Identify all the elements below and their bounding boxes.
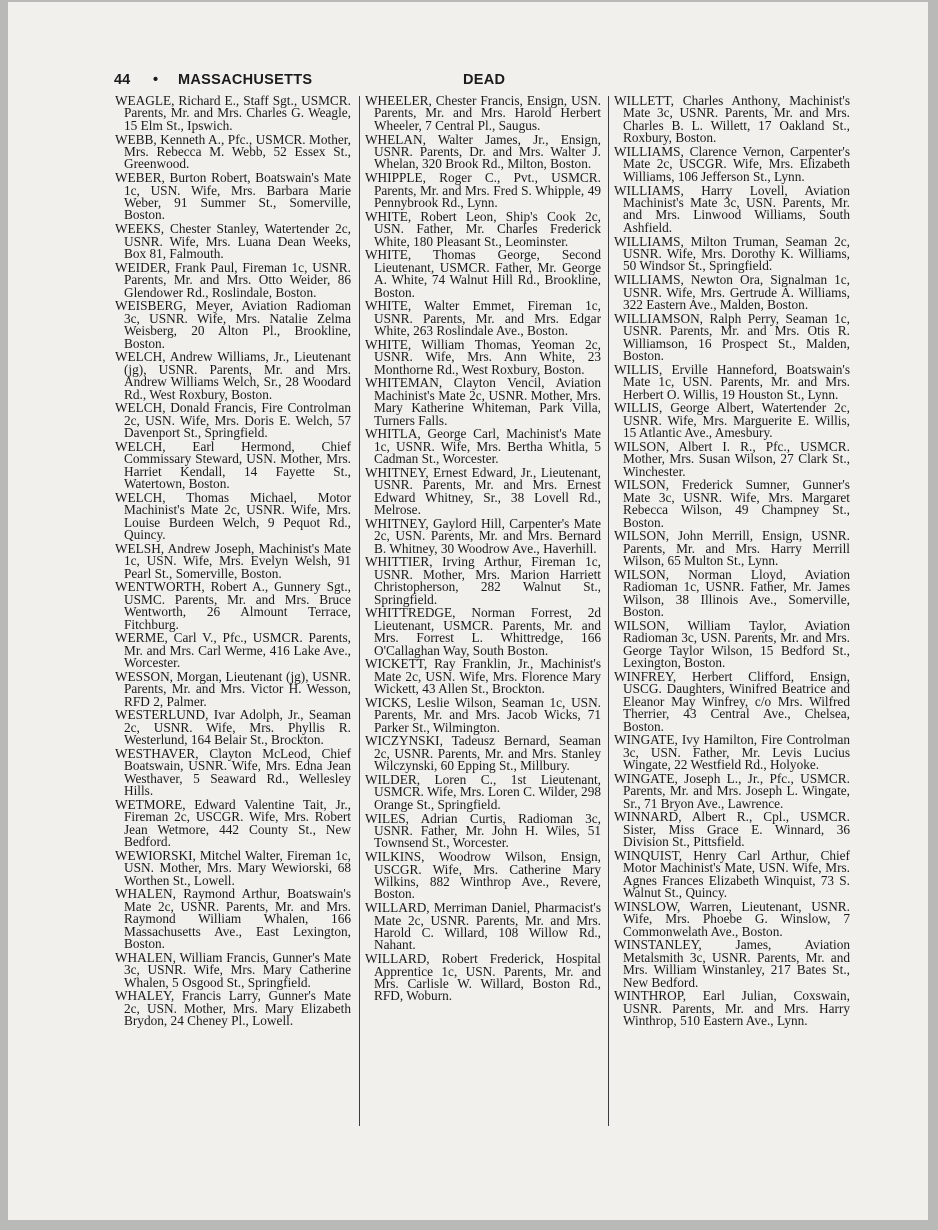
casualty-entry: WERME, Carl V., Pfc., USMCR. Parents, Mr. and Mrs. Carl Werme, 416 Lake Ave., Worcester. bbox=[115, 630, 351, 671]
casualty-entry: WINSTANLEY, James, Aviation Metalsmith 3c, USNR. Parents, Mr. and Mrs. William Winstanley, 217 Bates St., New Bedford. bbox=[614, 937, 850, 990]
casualty-entry: WICKS, Leslie Wilson, Seaman 1c, USN. Parents, Mr. and Mrs. Jacob Wicks, 71 Parker St., Wilmington. bbox=[365, 694, 601, 735]
casualty-entry: WILDER, Loren C., 1st Lieutenant, USMCR. Wife, Mrs. Loren C. Wilder, 298 Orange St., Springfield. bbox=[365, 772, 601, 812]
casualty-entry: WHITEMAN, Clayton Vencil, Aviation Machinist's Mate 2c, USNR. Mother, Mrs. Mary Katherine Whiteman, Park Villa, Turners Falls. bbox=[365, 375, 601, 428]
casualty-entry: WHALEN, Raymond Arthur, Boatswain's Mate 2c, USNR. Parents, Mr. and Mrs. Raymond William Whalen, 166 Massachusetts Ave., East Lexington, Boston. bbox=[115, 886, 351, 952]
casualty-entry: WILLETT, Charles Anthony, Machinist's Mate 3c, USNR. Parents, Mr. and Mrs. Charles B. L. Willett, 17 Oakland St., Roxbury, Boston. bbox=[614, 93, 850, 146]
casualty-entry: WELSH, Andrew Joseph, Machinist's Mate 1c, USN. Wife, Mrs. Evelyn Welsh, 91 Pearl St., Somerville, Boston. bbox=[115, 540, 351, 581]
casualty-entry: WHEELER, Chester Francis, Ensign, USN. Parents, Mr. and Mrs. Harold Herbert Wheeler, 7 Central Pl., Saugus. bbox=[365, 93, 601, 133]
casualty-entry: WILSON, Norman Lloyd, Aviation Radioman 1c, USNR. Father, Mr. James Wilson, 38 Illinois Ave., Somerville, Boston. bbox=[614, 566, 850, 620]
casualty-entry: WEBB, Kenneth A., Pfc., USMCR. Mother, Mrs. Rebecca M. Webb, 52 Essex St., Greenwood. bbox=[115, 131, 351, 172]
casualty-entry: WICKETT, Ray Franklin, Jr., Machinist's Mate 2c, USN. Wife, Mrs. Florence Mary Wickett, 43 Allen St., Brockton. bbox=[365, 656, 601, 697]
casualty-entry: WESSON, Morgan, Lieutenant (jg), USNR. Parents, Mr. and Mrs. Victor H. Wesson, RFD 2, Palmer. bbox=[115, 668, 351, 709]
casualty-entry: WHITNEY, Gaylord Hill, Carpenter's Mate 2c, USN. Parents, Mr. and Mrs. Bernard B. Whitney, 30 Woodrow Ave., Haverhill. bbox=[365, 515, 601, 556]
casualty-entry: WILKINS, Woodrow Wilson, Ensign, USCGR. Wife, Mrs. Catherine Mary Wilkins, 882 Winthrop Ave., Revere, Boston. bbox=[365, 849, 601, 902]
casualty-entry: WILLARD, Merriman Daniel, Pharmacist's Mate 2c, USNR. Parents, Mr. and Mrs. Harold C. Willard, 108 Willow Rd., Nahant. bbox=[365, 900, 601, 953]
casualty-entry: WHIPPLE, Roger C., Pvt., USMCR. Parents, Mr. and Mrs. Fred S. Whipple, 49 Pennybrook Rd., Lynn. bbox=[365, 170, 601, 210]
casualty-entry: WELCH, Earl Hermond, Chief Commissary Steward, USN. Mother, Mrs. Harriet Kendall, 14 Fayette St., Watertown, Boston. bbox=[115, 438, 351, 492]
casualty-entry: WHALEY, Francis Larry, Gunner's Mate 2c, USN. Mother, Mrs. Mary Elizabeth Brydon, 24 Cheney Pl., Lowell. bbox=[115, 988, 351, 1029]
column-divider bbox=[359, 96, 360, 1126]
casualty-entry: WHALEN, William Francis, Gunner's Mate 3c, USNR. Wife, Mrs. Mary Catherine Whalen, 5 Osgood St., Springfield. bbox=[115, 949, 351, 990]
bullet-icon: • bbox=[153, 72, 159, 88]
section-heading: DEAD bbox=[463, 72, 506, 88]
casualty-entry: WINNARD, Albert R., Cpl., USMCR. Sister, Miss Grace E. Winnard, 36 Division St., Pittsfield. bbox=[614, 809, 850, 850]
casualty-entry: WESTHAVER, Clayton McLeod, Chief Boatswain, USNR. Wife, Mrs. Edna Jean Westhaver, 5 Seaward Rd., Wellesley Hills. bbox=[115, 745, 351, 799]
state-heading: MASSACHUSETTS bbox=[178, 72, 313, 88]
casualty-entry: WENTWORTH, Robert A., Gunnery Sgt., USMC. Parents, Mr. and Mrs. Bruce Wentworth, 26 Almount Terrace, Fitchburg. bbox=[115, 579, 351, 632]
casualty-entry: WILLARD, Robert Frederick, Hospital Apprentice 1c, USN. Parents, Mr. and Mrs. Carlisle W. Willard, Boston Rd., RFD, Woburn. bbox=[365, 951, 601, 1004]
casualty-entry: WHITE, Thomas George, Second Lieutenant, USMCR. Father, Mr. George A. White, 74 Walnut Hill Rd., Brookline, Boston. bbox=[365, 247, 601, 300]
casualty-entry: WILSON, William Taylor, Aviation Radioman 3c, USN. Parents, Mr. and Mrs. George Taylor Wilson, 15 Bedford St., Lexington, Boston. bbox=[614, 617, 850, 671]
casualty-entry: WHELAN, Walter James, Jr., Ensign, USNR. Parents, Dr. and Mrs. Walter J. Whelan, 320 Brook Rd., Milton, Boston. bbox=[365, 131, 601, 172]
casualty-entry: WHITE, Walter Emmet, Fireman 1c, USNR. Parents, Mr. and Mrs. Edgar White, 263 Roslindale Ave., Boston. bbox=[365, 298, 601, 339]
casualty-entry: WILLIAMS, Clarence Vernon, Carpenter's Mate 2c, USCGR. Wife, Mrs. Elizabeth Williams, 106 Jefferson St., Lynn. bbox=[614, 144, 850, 184]
casualty-entry: WHITE, William Thomas, Yeoman 2c, USNR. Wife, Mrs. Ann White, 23 Monthorne Rd., West Roxbury, Boston. bbox=[365, 336, 601, 377]
casualty-entry: WILSON, John Merrill, Ensign, USNR. Parents, Mr. and Mrs. Harry Merrill Wilson, 65 Multon St., Lynn. bbox=[614, 528, 850, 569]
casualty-entry: WILLIAMS, Milton Truman, Seaman 2c, USNR. Wife, Mrs. Dorothy K. Williams, 50 Windsor St., Springfield. bbox=[614, 233, 850, 274]
casualty-entry: WILSON, Frederick Sumner, Gunner's Mate 3c, USNR. Wife, Mrs. Margaret Rebecca Wilson, 49 Champney St., Boston. bbox=[614, 477, 850, 530]
casualty-entry: WILLIAMS, Newton Ora, Signalman 1c, USNR. Wife, Mrs. Gertrude A. Williams, 322 Eastern Ave., Malden, Boston. bbox=[614, 272, 850, 312]
casualty-entry: WESTERLUND, Ivar Adolph, Jr., Seaman 2c, USNR. Wife, Mrs. Phyllis R. Westerlund, 164 Belair St., Brockton. bbox=[115, 707, 351, 748]
page-number: 44 bbox=[114, 72, 131, 88]
casualty-entry: WILES, Adrian Curtis, Radioman 3c, USNR. Father, Mr. John H. Wiles, 51 Townsend St., Worcester. bbox=[365, 810, 601, 851]
casualty-entry: WILLIAMSON, Ralph Perry, Seaman 1c, USNR. Parents, Mr. and Mrs. Otis R. Williamson, 16 Prospect St., Malden, Boston. bbox=[614, 310, 850, 363]
casualty-entry: WEIDER, Frank Paul, Fireman 1c, USNR. Parents, Mr. and Mrs. Otto Weider, 86 Glendower Rd., Roslindale, Boston. bbox=[115, 259, 351, 300]
casualty-entry: WHITE, Robert Leon, Ship's Cook 2c, USN. Father, Mr. Charles Frederick White, 180 Pleasant St., Leominster. bbox=[365, 208, 601, 249]
casualty-entry: WILSON, Albert I. R., Pfc., USMCR. Mother, Mrs. Susan Wilson, 27 Clark St., Winchester. bbox=[614, 438, 850, 479]
casualty-entry: WICZYNSKI, Tadeusz Bernard, Seaman 2c, USNR. Parents, Mr. and Mrs. Stanley Wilczynski, 60 Epping St., Millbury. bbox=[365, 733, 601, 774]
casualty-entry: WILLIS, George Albert, Watertender 2c, USNR. Wife, Mrs. Marguerite E. Willis, 15 Atlantic Ave., Amesbury. bbox=[614, 400, 850, 441]
casualty-entry: WINGATE, Joseph L., Jr., Pfc., USMCR. Parents, Mr. and Mrs. Joseph L. Wingate, Sr., 71 Bryon Ave., Lawrence. bbox=[614, 770, 850, 811]
column-3 bbox=[614, 95, 850, 1029]
casualty-entry: WEAGLE, Richard E., Staff Sgt., USMCR. Parents, Mr. and Mrs. Charles G. Weagle, 15 Elm St., Ipswich. bbox=[115, 93, 351, 133]
casualty-entry: WELCH, Andrew Williams, Jr., Lieutenant (jg), USNR. Parents, Mr. and Mrs. Andrew Williams Welch, Sr., 28 Woodard Rd., West Roxbury, Boston. bbox=[115, 349, 351, 402]
casualty-entry: WHITLA, George Carl, Machinist's Mate 1c, USNR. Wife, Mrs. Bertha Whitla, 5 Cadman St., Worcester. bbox=[365, 426, 601, 467]
casualty-entry: WEISBERG, Meyer, Aviation Radioman 3c, USNR. Wife, Mrs. Natalie Zelma Weisberg, 20 Alton Pl., Brookline, Boston. bbox=[115, 298, 351, 351]
casualty-entry: WILLIS, Erville Hanneford, Boatswain's Mate 1c, USN. Parents, Mr. and Mrs. Herbert O. Willis, 19 Houston St., Lynn. bbox=[614, 361, 850, 402]
casualty-entry: WINGATE, Ivy Hamilton, Fire Controlman 3c, USN. Father, Mr. Levis Lucius Wingate, 22 Westfield Rd., Holyoke. bbox=[614, 732, 850, 773]
column-2 bbox=[365, 95, 601, 1004]
casualty-entry: WHITTREDGE, Norman Forrest, 2d Lieutenant, USMCR. Parents, Mr. and Mrs. Forrest L. Whittredge, 166 O'Callaghan Way, South Boston. bbox=[365, 605, 601, 658]
casualty-entry: WINSLOW, Warren, Lieutenant, USNR. Wife, Mrs. Phoebe G. Winslow, 7 Commonwelath Ave., Boston. bbox=[614, 898, 850, 939]
casualty-entry: WEEKS, Chester Stanley, Watertender 2c, USNR. Wife, Mrs. Luana Dean Weeks, Box 81, Falmouth. bbox=[115, 221, 351, 261]
casualty-entry: WHITTIER, Irving Arthur, Fireman 1c, USNR. Mother, Mrs. Marion Harriett Christopherson, 282 Walnut St., Springfield. bbox=[365, 554, 601, 607]
casualty-entry: WHITNEY, Ernest Edward, Jr., Lieutenant, USNR. Parents, Mr. and Mrs. Ernest Edward Whitney, Sr., 38 Lovell Rd., Melrose. bbox=[365, 464, 601, 518]
casualty-entry: WEWIORSKI, Mitchel Walter, Fireman 1c, USN. Mother, Mrs. Mary Wewiorski, 68 Worthen St., Lowell. bbox=[115, 847, 351, 888]
casualty-entry: WILLIAMS, Harry Lovell, Aviation Machinist's Mate 3c, USN. Parents, Mr. and Mrs. Linwood Williams, South Ashfield. bbox=[614, 182, 850, 235]
column-1 bbox=[115, 95, 351, 1029]
casualty-entry: WINTHROP, Earl Julian, Coxswain, USNR. Parents, Mr. and Mrs. Harry Winthrop, 510 Eastern Ave., Lynn. bbox=[614, 988, 850, 1029]
casualty-entry: WELCH, Thomas Michael, Motor Machinist's Mate 2c, USNR. Wife, Mrs. Louise Burdeen Welch, 9 Pequot Rd., Quincy. bbox=[115, 489, 351, 543]
casualty-entry: WETMORE, Edward Valentine Tait, Jr., Fireman 2c, USCGR. Wife, Mrs. Robert Jean Wetmore, 442 County St., New Bedford. bbox=[115, 796, 351, 850]
page-header bbox=[114, 72, 852, 90]
casualty-entry: WELCH, Donald Francis, Fire Controlman 2c, USN. Wife, Mrs. Doris E. Welch, 57 Davenport St., Springfield. bbox=[115, 400, 351, 441]
casualty-entry: WEBER, Burton Robert, Boatswain's Mate 1c, USN. Wife, Mrs. Barbara Marie Weber, 91 Summer St., Somerville, Boston. bbox=[115, 170, 351, 223]
casualty-entry: WINFREY, Herbert Clifford, Ensign, USCG. Daughters, Winifred Beatrice and Eleanor May Winfrey, c/o Mrs. Wilfred Therrier, 43 Central Ave., Chelsea, Boston. bbox=[614, 668, 850, 734]
casualty-entry: WINQUIST, Henry Carl Arthur, Chief Motor Machinist's Mate, USN. Wife, Mrs. Agnes Frances Elizabeth Winquist, 73 S. Walnut St., Quincy. bbox=[614, 847, 850, 901]
column-divider bbox=[608, 96, 609, 1126]
